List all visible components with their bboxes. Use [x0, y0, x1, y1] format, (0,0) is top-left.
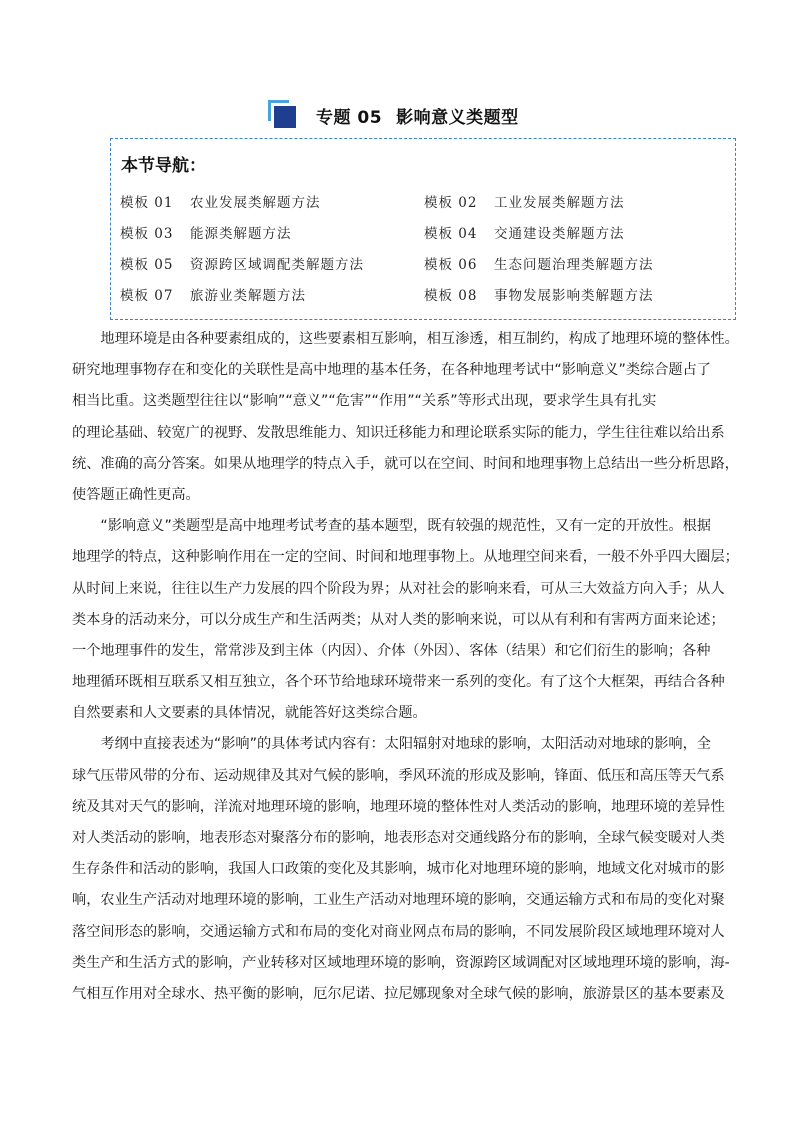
- nav-item-08: 模板 08 事物发展影响类解题方法: [424, 288, 654, 304]
- title-text: 影响意义类题型: [396, 107, 519, 128]
- text-line: 从时间上来说，往往以生产力发展的四个阶段为界；从对社会的影响来看，可从三大效益方向入手；从人: [72, 580, 725, 597]
- text-line: 地理环境是由各种要素组成的，这些要素相互影响，相互渗透，相互制约，构成了地理环境的整体性。: [72, 331, 739, 347]
- text-line: 类本身的活动来分，可以分成生产和生活两类；从对人类的影响来说，可以从有利和有害两方面来论述；: [72, 611, 725, 628]
- text-line: 使答题正确性更高。: [72, 486, 200, 503]
- body-text: [72, 324, 752, 1010]
- text-line: 自然要素和人文要素的具体情况，就能答好这类综合题。: [72, 705, 427, 722]
- text-line: 的理论基础、较宽广的视野、发散思维能力、知识迁移能力和理论联系实际的能力，学生往往难以给出系: [72, 424, 725, 441]
- nav-item-02: 模板 02 工业发展类解题方法: [424, 195, 625, 211]
- text-line: 研究地理事物存在和变化的关联性是高中地理的基本任务，在各种地理考试中“影响意义”类综合题占了: [72, 362, 711, 379]
- paragraph-2: [72, 511, 752, 729]
- text-line: 气相互作用对全球水、热平衡的影响，厄尔尼诺、拉尼娜现象对全球气候的影响，旅游景区的基本要素及: [72, 985, 725, 1002]
- page-title: [268, 98, 533, 132]
- text-line: 一个地理事件的发生，常常涉及到主体（内因）、介体（外因）、客体（结果）和它们衍生的影响；各种: [72, 642, 711, 659]
- text-line: 生存条件和活动的影响，我国人口政策的变化及其影响，城市化对地理环境的影响，地域文化对城市的影: [72, 861, 725, 878]
- text-line: “影响意义”类题型是高中地理考试考查的基本题型，既有较强的规范性，又有一定的开放性。根据: [72, 518, 711, 535]
- nav-item-03: 模板 03 能源类解题方法: [120, 226, 292, 242]
- text-line: 相当比重。这类题型往往以“影响”“意义”“危害”“作用”“关系”等形式出现，要求学生具有扎实: [72, 393, 657, 410]
- text-line: 统及其对天气的影响，洋流对地理环境的影响，地理环境的整体性对人类活动的影响，地理环境的差异性: [72, 798, 725, 815]
- paragraph-3: [72, 729, 752, 1010]
- nav-item-06: 模板 06 生态问题治理类解题方法: [424, 257, 654, 273]
- title-squares-icon: [268, 100, 298, 130]
- title-label: 专题 05: [316, 107, 383, 128]
- section-nav-box: [110, 138, 736, 320]
- text-line: 地理循环既相互联系又相互独立，各个环节给地球环境带来一系列的变化。有了这个大框架，再结合各种: [72, 674, 725, 691]
- text-line: 球气压带风带的分布、运动规律及其对气候的影响，季风环流的形成及影响，锋面、低压和高压等天气系: [72, 767, 725, 784]
- nav-item-05: 模板 05 资源跨区域调配类解题方法: [120, 257, 364, 273]
- nav-item-01: 模板 01 农业发展类解题方法: [120, 195, 321, 211]
- text-line: 地理学的特点，这种影响作用在一定的空间、时间和地理事物上。从地理空间来看，一般不外乎四大圈层；: [72, 549, 739, 566]
- text-line: 对人类活动的影响，地表形态对聚落分布的影响，地表形态对交通线路分布的影响，全球气候变暖对人类: [72, 830, 725, 846]
- nav-heading: 本节导航：: [121, 156, 206, 176]
- text-line: 类生产和生活方式的影响，产业转移对区域地理环境的影响，资源跨区域调配对区域地理环境的影响，海-: [72, 954, 730, 971]
- nav-item-04: 模板 04 交通建设类解题方法: [424, 226, 625, 242]
- paragraph-1: [72, 324, 752, 511]
- text-line: 落空间形态的影响，交通运输方式和布局的变化对商业网点布局的影响，不同发展阶段区域地理环境对人: [72, 923, 725, 940]
- nav-item-07: 模板 07 旅游业类解题方法: [120, 288, 306, 304]
- text-line: 响，农业生产活动对地理环境的影响，工业生产活动对地理环境的影响，交通运输方式和布局的变化对聚: [72, 892, 725, 909]
- text-line: 考纲中直接表述为“影响”的具体考试内容有：太阳辐射对地球的影响，太阳活动对地球的影响，全: [72, 736, 711, 753]
- text-line: 统、准确的高分答案。如果从地理学的特点入手，就可以在空间、时间和地理事物上总结出一些分析思路，: [72, 455, 739, 472]
